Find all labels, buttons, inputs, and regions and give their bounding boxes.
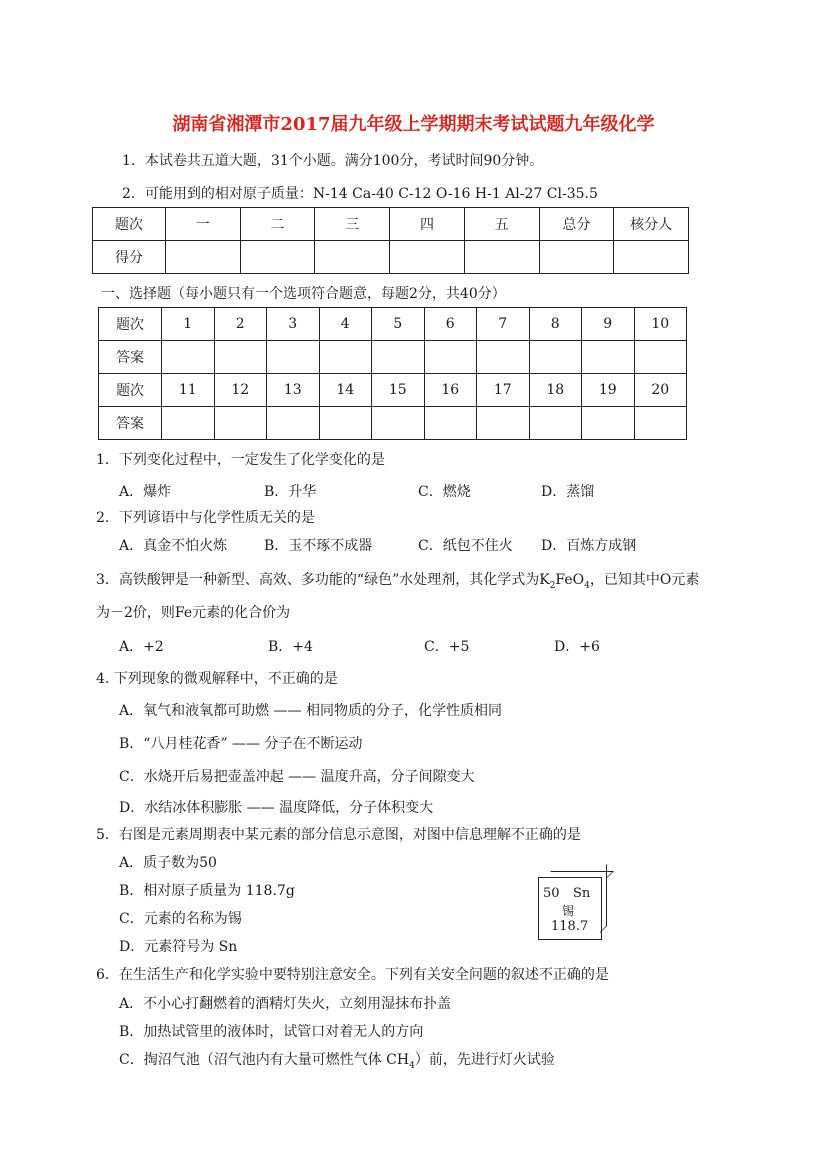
question-number: 13 <box>267 374 320 407</box>
q5-option-b[interactable]: B．相对原子质量为 118.7g <box>119 883 295 899</box>
score-table <box>92 207 689 274</box>
answer-cell[interactable] <box>529 407 582 440</box>
answer-cell[interactable] <box>267 341 320 374</box>
question-number: 17 <box>477 374 530 407</box>
page-title: 湖南省湘潭市2017届九年级上学期期末考试试题九年级化学 <box>172 114 655 135</box>
score-input-cell[interactable] <box>240 241 315 274</box>
answer-row-label: 答案 <box>99 407 162 440</box>
question-1-stem: 1．下列变化过程中，一定发生了化学变化的是 <box>96 452 385 468</box>
note-1: 1．本试卷共五道大题，31个小题。满分100分，考试时间90分钟。 <box>122 153 544 169</box>
score-header-cell: 总分 <box>539 208 614 241</box>
answer-cell[interactable] <box>477 341 530 374</box>
score-header-cell: 三 <box>315 208 390 241</box>
question-number: 12 <box>214 374 267 407</box>
q6-option-b[interactable]: B．加热试管里的液体时，试管口对着无人的方向 <box>119 1024 424 1040</box>
q4-option-b[interactable]: B．“八月桂花香” —— 分子在不断运动 <box>119 736 363 752</box>
question-number: 3 <box>267 308 320 341</box>
q3-option-d[interactable]: D．+6 <box>554 639 600 655</box>
answer-row-label: 题次 <box>99 374 162 407</box>
answer-cell[interactable] <box>372 341 425 374</box>
q2-option-a[interactable]: A．真金不怕火炼 <box>119 538 228 554</box>
score-input-cell[interactable] <box>166 241 241 274</box>
question-3-stem-line2: 为－2价，则Fe元素的化合价为 <box>96 605 291 621</box>
q1-option-a[interactable]: A．爆炸 <box>119 484 172 500</box>
question-4-stem: 4. 下列现象的微观解释中，不正确的是 <box>96 671 338 687</box>
answer-cell[interactable] <box>582 407 635 440</box>
score-input-cell[interactable] <box>539 241 614 274</box>
answer-cell[interactable] <box>319 407 372 440</box>
answer-cell[interactable] <box>634 407 687 440</box>
question-6-stem: 6．在生活生产和化学实验中要特别注意安全。下列有关安全问题的叙述不正确的是 <box>96 967 609 983</box>
q4-option-d[interactable]: D．水结冰体积膨胀 —— 温度降低，分子体积变大 <box>119 800 434 816</box>
section1-heading: 一、选择题（每小题只有一个选项符合题意，每题2分，共40分） <box>101 286 506 302</box>
q5-option-d[interactable]: D．元素符号为 Sn <box>119 939 238 955</box>
q1-option-d[interactable]: D．蒸馏 <box>541 484 595 500</box>
score-header-cell: 四 <box>390 208 465 241</box>
q1-option-b[interactable]: B．升华 <box>264 484 317 500</box>
question-number: 5 <box>372 308 425 341</box>
answer-cell[interactable] <box>214 341 267 374</box>
answer-cell[interactable] <box>634 341 687 374</box>
q6-option-a[interactable]: A．不小心打翻燃着的酒精灯失火，立刻用湿抹布扑盖 <box>119 996 452 1012</box>
q2-option-d[interactable]: D．百炼方成钢 <box>541 538 637 554</box>
question-number: 7 <box>477 308 530 341</box>
q6-option-c[interactable]: C．掏沼气池（沼气池内有大量可燃性气体 $CH_4$）前，先进行灯火试验 <box>119 1052 555 1071</box>
element-card <box>538 877 602 940</box>
q3-option-c[interactable]: C．+5 <box>424 639 470 655</box>
answer-cell[interactable] <box>319 341 372 374</box>
question-number: 14 <box>319 374 372 407</box>
q4-option-a[interactable]: A．氧气和液氧都可助燃 —— 相同物质的分子，化学性质相同 <box>119 703 503 719</box>
score-row-label: 得分 <box>93 241 166 274</box>
question-number: 4 <box>319 308 372 341</box>
answer-table <box>98 307 687 440</box>
element-symbol: Sn <box>573 886 591 901</box>
q2-option-b[interactable]: B．玉不琢不成器 <box>264 538 373 554</box>
score-header-cell: 题次 <box>93 208 166 241</box>
score-input-cell[interactable] <box>614 241 689 274</box>
question-number: 11 <box>162 374 215 407</box>
score-header-cell: 五 <box>464 208 539 241</box>
note-2: 2．可能用到的相对原子质量：N-14 Ca-40 C-12 O-16 H-1 Al-27 Cl-35.5 <box>122 186 598 202</box>
question-number: 19 <box>582 374 635 407</box>
question-number: 9 <box>582 308 635 341</box>
element-name: 锡 <box>562 904 575 918</box>
question-number: 8 <box>529 308 582 341</box>
question-3-stem: 3．高铁酸钾是一种新型、高效、多功能的“绿色”水处理剂，其化学式为$K_2FeO_4$，已知其中O元素 <box>96 572 700 591</box>
answer-cell[interactable] <box>162 407 215 440</box>
score-input-cell[interactable] <box>390 241 465 274</box>
answer-cell[interactable] <box>214 407 267 440</box>
score-input-cell[interactable] <box>315 241 390 274</box>
question-2-stem: 2．下列谚语中与化学性质无关的是 <box>96 510 315 526</box>
q4-option-c[interactable]: C．水烧开后易把壶盖冲起 —— 温度升高，分子间隙变大 <box>119 769 475 785</box>
question-number: 15 <box>372 374 425 407</box>
question-number: 18 <box>529 374 582 407</box>
answer-cell[interactable] <box>477 407 530 440</box>
q3-option-a[interactable]: A．+2 <box>119 639 164 655</box>
question-number: 20 <box>634 374 687 407</box>
element-atomic-number: 50 <box>543 886 560 901</box>
score-header-cell: 核分人 <box>614 208 689 241</box>
q1-option-c[interactable]: C．燃烧 <box>418 484 471 500</box>
score-header-cell: 二 <box>240 208 315 241</box>
score-input-cell[interactable] <box>464 241 539 274</box>
score-header-cell: 一 <box>166 208 241 241</box>
question-number: 1 <box>162 308 215 341</box>
answer-cell[interactable] <box>267 407 320 440</box>
answer-row-label: 题次 <box>99 308 162 341</box>
answer-cell[interactable] <box>372 407 425 440</box>
answer-cell[interactable] <box>529 341 582 374</box>
question-number: 10 <box>634 308 687 341</box>
question-number: 16 <box>424 374 477 407</box>
q5-option-a[interactable]: A．质子数为50 <box>119 855 217 871</box>
answer-cell[interactable] <box>424 407 477 440</box>
question-number: 2 <box>214 308 267 341</box>
answer-cell[interactable] <box>424 341 477 374</box>
element-mass: 118.7 <box>551 919 589 934</box>
question-5-stem: 5．右图是元素周期表中某元素的部分信息示意图，对图中信息理解不正确的是 <box>96 827 581 843</box>
answer-cell[interactable] <box>162 341 215 374</box>
q3-option-b[interactable]: B．+4 <box>268 639 313 655</box>
answer-cell[interactable] <box>582 341 635 374</box>
q5-option-c[interactable]: C．元素的名称为锡 <box>119 911 242 927</box>
q2-option-c[interactable]: C．纸包不住火 <box>418 538 513 554</box>
answer-row-label: 答案 <box>99 341 162 374</box>
question-number: 6 <box>424 308 477 341</box>
